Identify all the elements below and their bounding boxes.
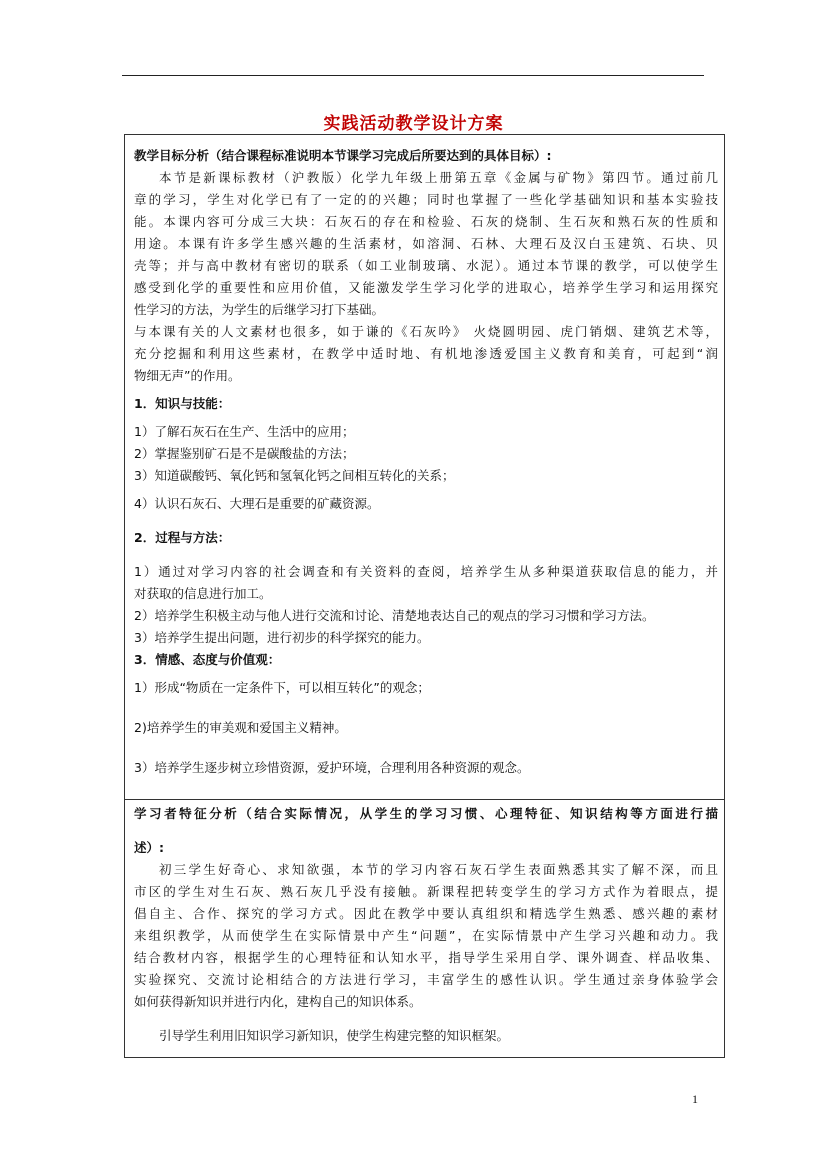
intro-line: 感受到化学的重要性和应用价值，又能激发学生学习化学的进取心，培养学生学习和运用探究 — [134, 280, 718, 295]
document-title: 实践活动教学设计方案 — [323, 114, 504, 134]
knowledge-item: 1）了解石灰石在生产、生活中的应用； — [134, 424, 355, 439]
humanities-line: 物细无声”的作用。 — [134, 368, 241, 383]
knowledge-item: 2）掌握鉴别矿石是不是碳酸盐的方法； — [134, 446, 355, 461]
process-item: 1）通过对学习内容的社会调查和有关资料的查阅，培养学生从多种渠道获取信息的能力，并 — [134, 564, 718, 579]
intro-line: 本节是新课标教材（沪教版）化学九年级上册第五章《金属与矿物》第四节。通过前几 — [159, 170, 718, 185]
learner-line: 倡自主、合作、探究的学习方式。因此在教学中要认真组织和精选学生熟悉、感兴趣的素材 — [134, 906, 718, 921]
learner-line: 结合教材内容，根据学生的心理特征和认知水平，指导学生采用自学、课外调查、样品收集、 — [134, 950, 718, 965]
intro-line: 章的学习，学生对化学已有了一定的的兴趣；同时也掌握了一些化学基础知识和基本实验技 — [134, 192, 718, 207]
knowledge-item: 3）知道碳酸钙、氧化钙和氢氧化钙之间相互转化的关系； — [134, 468, 455, 483]
intro-line: 用途。本课有许多学生感兴趣的生活素材，如溶洞、石林、大理石及汉白玉建筑、石块、贝 — [134, 236, 718, 251]
process-item: 2）培养学生积极主动与他人进行交流和讨论、清楚地表达自己的观点的学习习惯和学习方法。 — [134, 608, 655, 623]
learner-analysis-cell — [134, 803, 718, 1047]
learner-line: 如何获得新知识并进行内化，建构自己的知识体系。 — [134, 994, 422, 1009]
learner-heading: 学习者特征分析（结合实际情况，从学生的学习习惯、心理特征、知识结构等方面进行描 — [134, 806, 718, 821]
process-heading: 2．过程与方法： — [134, 530, 231, 545]
attitude-item: 1）形成“物质在一定条件下，可以相互转化”的观念； — [134, 680, 430, 695]
header-rule — [122, 75, 704, 76]
page-number: 1 — [692, 1092, 698, 1106]
learner-line: 来组织教学，从而使学生在实际情景中产生“问题”，在实际情景中产生学习兴趣和动力。我 — [134, 928, 718, 943]
objectives-heading: 教学目标分析（结合课程标准说明本节课学习完成后所要达到的具体目标）: — [134, 148, 552, 163]
learner-line: 实验探究、交流讨论相结合的方法进行学习，丰富学生的感性认识。学生通过亲身体验学会 — [134, 972, 718, 987]
attitude-item: 2)培养学生的审美观和爱国主义精神。 — [134, 720, 347, 735]
humanities-line: 与本课有关的人文素材也很多，如于谦的《石灰吟》 火烧圆明园、虎门销烟、建筑艺术等， — [134, 324, 718, 339]
learner-line: 初三学生好奇心、求知欲强，本节的学习内容石灰石学生表面熟悉其实了解不深，而且 — [159, 862, 718, 877]
attitude-item: 3）培养学生逐步树立珍惜资源，爱护环境，合理利用各种资源的观念。 — [134, 760, 530, 775]
learner-heading: 述）: — [134, 840, 164, 855]
humanities-line: 充分挖掘和利用这些素材，在教学中适时地、有机地渗透爱国主义教育和美育，可起到“润 — [134, 346, 718, 361]
knowledge-heading: 1．知识与技能： — [134, 396, 231, 411]
intro-line: 壳等；并与高中教材有密切的联系（如工业制玻璃、水泥）。通过本节课的教学，可以使学生 — [134, 258, 718, 273]
learner-closing-line: 引导学生利用旧知识学习新知识，使学生构建完整的知识框架。 — [159, 1028, 510, 1043]
process-item: 3）培养学生提出问题，进行初步的科学探究的能力。 — [134, 630, 430, 645]
process-item: 对获取的信息进行加工。 — [134, 586, 272, 601]
attitude-heading: 3．情感、态度与价值观： — [134, 652, 281, 667]
teaching-objectives-cell — [134, 145, 718, 779]
table-divider — [125, 799, 724, 800]
learner-line: 市区的学生对生石灰、熟石灰几乎没有接触。新课程把转变学生的学习方式作为着眼点，提 — [134, 884, 718, 899]
intro-line: 能。本课内容可分成三大块：石灰石的存在和检验、石灰的烧制、生石灰和熟石灰的性质和 — [134, 214, 718, 229]
knowledge-item: 4）认识石灰石、大理石是重要的矿藏资源。 — [134, 496, 380, 511]
intro-line: 性学习的方法，为学生的后继学习打下基础。 — [134, 302, 385, 317]
design-table — [124, 134, 725, 1058]
